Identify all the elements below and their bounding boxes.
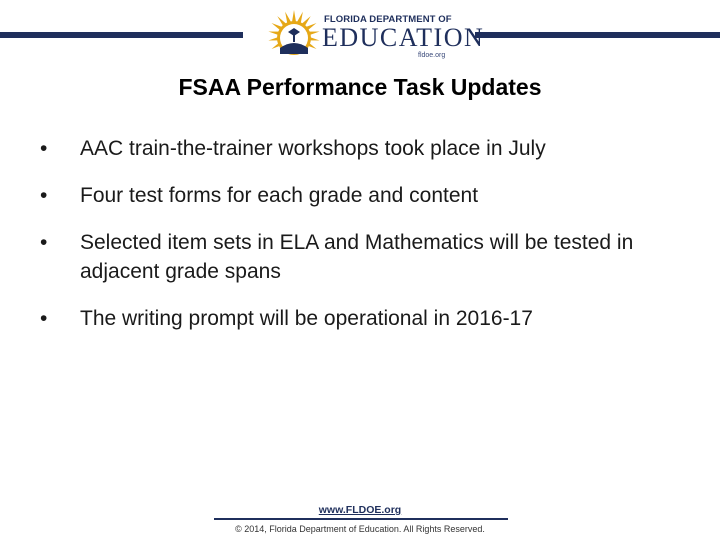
bullet-marker: • xyxy=(40,231,48,254)
header-rule-right xyxy=(475,32,720,38)
bullet-text: The writing prompt will be operational in 2016-17 xyxy=(80,307,533,330)
slide-header xyxy=(0,0,720,70)
bullet-item xyxy=(40,181,680,210)
logo-text-education: EDUCATION xyxy=(322,23,485,52)
bullet-item xyxy=(40,134,680,163)
bullet-list xyxy=(40,134,680,351)
bullet-marker: • xyxy=(40,137,48,160)
bullet-marker: • xyxy=(40,307,48,330)
sunburst-seal-icon xyxy=(266,8,322,64)
bullet-text: Selected item sets in ELA and Mathematics will be tested in adjacent grade spans xyxy=(80,231,634,283)
fldoe-logo xyxy=(264,6,485,64)
bullet-text: AAC train-the-trainer workshops took place in July xyxy=(80,137,546,160)
footer-website-link[interactable]: www.FLDOE.org xyxy=(318,504,402,516)
footer-copyright: © 2014, Florida Department of Education. All Rights Reserved. xyxy=(235,524,485,534)
header-rule-left xyxy=(0,32,243,38)
bullet-text: Four test forms for each grade and content xyxy=(80,184,479,207)
bullet-item xyxy=(40,304,680,333)
logo-text-florida-department: FLORIDA DEPARTMENT OF xyxy=(324,14,452,25)
slide-title: FSAA Performance Task Updates xyxy=(178,74,542,100)
bullet-marker: • xyxy=(40,184,48,207)
footer-divider xyxy=(214,518,508,520)
logo-text-url: fldoe.org xyxy=(418,52,446,59)
bullet-item xyxy=(40,228,680,286)
